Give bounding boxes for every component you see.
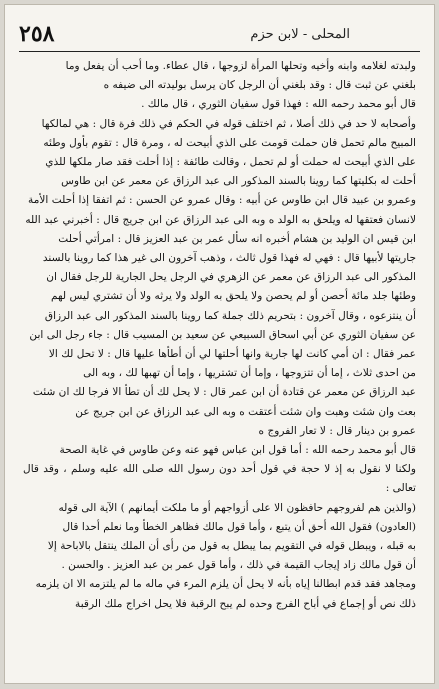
text-line: ذلك نص أو إجماع في أباح الفرج وحده لم يبح الرقبة فلا يحل اخراج ملك الرقبة xyxy=(75,597,416,610)
text-line: وطئها جلد مائة أحصن أو لم يحصن ولا يلحق به الولد ولا يرثه ولا أن تشتري ليس لهم xyxy=(51,290,416,303)
text-line: لانسان فعتقها له ويلحق به الولد ه وبه الى عبد الرزاق عن ابن جريج قال : أخبرني عبد الله xyxy=(25,213,416,226)
text-line: ولبدته لغلامه وابنه وأخيه وتحلها المرأة لزوجها ، قال عطاء. وما أحب أن يفعل وما xyxy=(65,60,416,72)
header-rule xyxy=(19,51,420,52)
text-line: أن ينتزعوه ، وقال آخرون : بتحريم ذلك جملة كما روينا بالسند المذكور الى عبد الرزاق xyxy=(44,309,416,322)
main-text xyxy=(23,57,416,661)
text-line: أن قول مالك زاد إيجاب القيمة في ذلك ، وأما قول عمر بن عبد العزيز . والحسن . xyxy=(61,559,416,572)
text-line: عمرو بن دينار قال : لا تعار الفروج ه xyxy=(258,424,416,437)
text-line: بعت وان شئت وهبت وان شئت أعتقت ه وبه الى عبد الرزاق عن ابن جريج عن xyxy=(75,405,416,418)
text-line: بلغني عن ثبت قال : وقد بلغني أن الرجل كان يرسل بوليدته الى ضيفه ه xyxy=(103,79,416,92)
text-line: المبيح مالم تحمل فان حملت قومت على الذي أبيحت له ، ومرة قال : تقوم بأول وطئه xyxy=(43,136,416,149)
text-line: جاريتها لأبيها قال : فهي له فهذا قول ثالث ، وذهب آخرون الى غير هذا كما روينا بالسند xyxy=(42,252,416,265)
page-header xyxy=(19,19,420,49)
text-line: قال أبو محمد رحمه الله : فهذا قول سفيان الثوري ، قال مالك . xyxy=(141,98,416,111)
text-line: به قبله ، ويبطل قوله في التقويم بما يبطل به قول من رأى أن الملك ينتقل بالاباحة إلا xyxy=(47,540,416,553)
text-line: عن سفيان الثوري عن أبي اسحاق السبيعي عن سعيد بن المسيب قال : جاء رجل الى ابن xyxy=(29,328,416,341)
text-line: على الذي أبيحت له حملت أو لم تحمل ، وقالت طائفة : إذا أحلت فقد صار ملكها للذي xyxy=(45,156,416,169)
text-line: وأصحابه لا حد في ذلك أصلا ، ثم اختلف قوله في الحكم في ذلك فرة قال : هي لمالكها xyxy=(41,117,416,130)
text-line: ومجاهد فقد قدم ابطالنا إياه بأنه لا يحل أن يلزم المرء في ماله ما لم يلتزمه الا ان يلزمه xyxy=(35,578,416,591)
text-line: ولكنا لا نقول به إذ لا حجة في قول أحد دون رسول الله صلى الله عليه وسلم ، وقد قال تعالى : xyxy=(23,463,416,495)
text-line: (العادون) فقول الله أحق أن يتبع ، وأما قول مالك فظاهر الخطأ وما نعلم أحدا قال xyxy=(62,520,416,533)
text-line: (والذين هم لفروجهم حافظون الا على أزواجهم أو ما ملكت أيمانهم ) الآية الى قوله xyxy=(58,501,416,514)
text-line: قال أبو محمد رحمه الله : أما قول ابن عباس فهو عنه وعن طاوس في غاية الصحة xyxy=(59,444,416,457)
text-line: عمر فقال : ان أمي كانت لها جارية وانها أحلتها لي أن أطأها عليها قال : لا تحل لك الا xyxy=(48,348,416,361)
text-line: عبد الرزاق عن معمر عن قتادة أن ابن عمر قال : لا يحل لك أن تطأ الا فرجا لك ان شئت xyxy=(32,386,416,399)
text-line: المذكور الى عبد الرزاق عن معمر عن الزهري في الرجل يحل الجارية للرجل فقال ان xyxy=(46,271,416,284)
text-line: ابن قيس ان الوليد بن هشام أخبره انه سأل عمر بن عبد العزيز قال : امرأتي أحلت xyxy=(58,232,416,245)
running-title: المحلى - لابن حزم xyxy=(250,26,350,42)
text-line: وعمرو بن عبيد قال ابن طاوس عن أبيه : وقال عمرو عن الحسن : ثم اتفقا إذا أحلت الأمة xyxy=(28,194,416,207)
text-line: من احدى ثلاث ، إما أن تتزوجها ، وإما أن تشتريها ، وإما أن تهبها لك ، وبه الى xyxy=(83,367,416,380)
book-page xyxy=(4,4,435,684)
page-number: ٢٥٨ xyxy=(19,21,55,47)
text-line: أحلت له بكليتها كما روينا بالسند المذكور الى عبد الرزاق عن معمر عن ابن طاوس xyxy=(61,175,416,188)
